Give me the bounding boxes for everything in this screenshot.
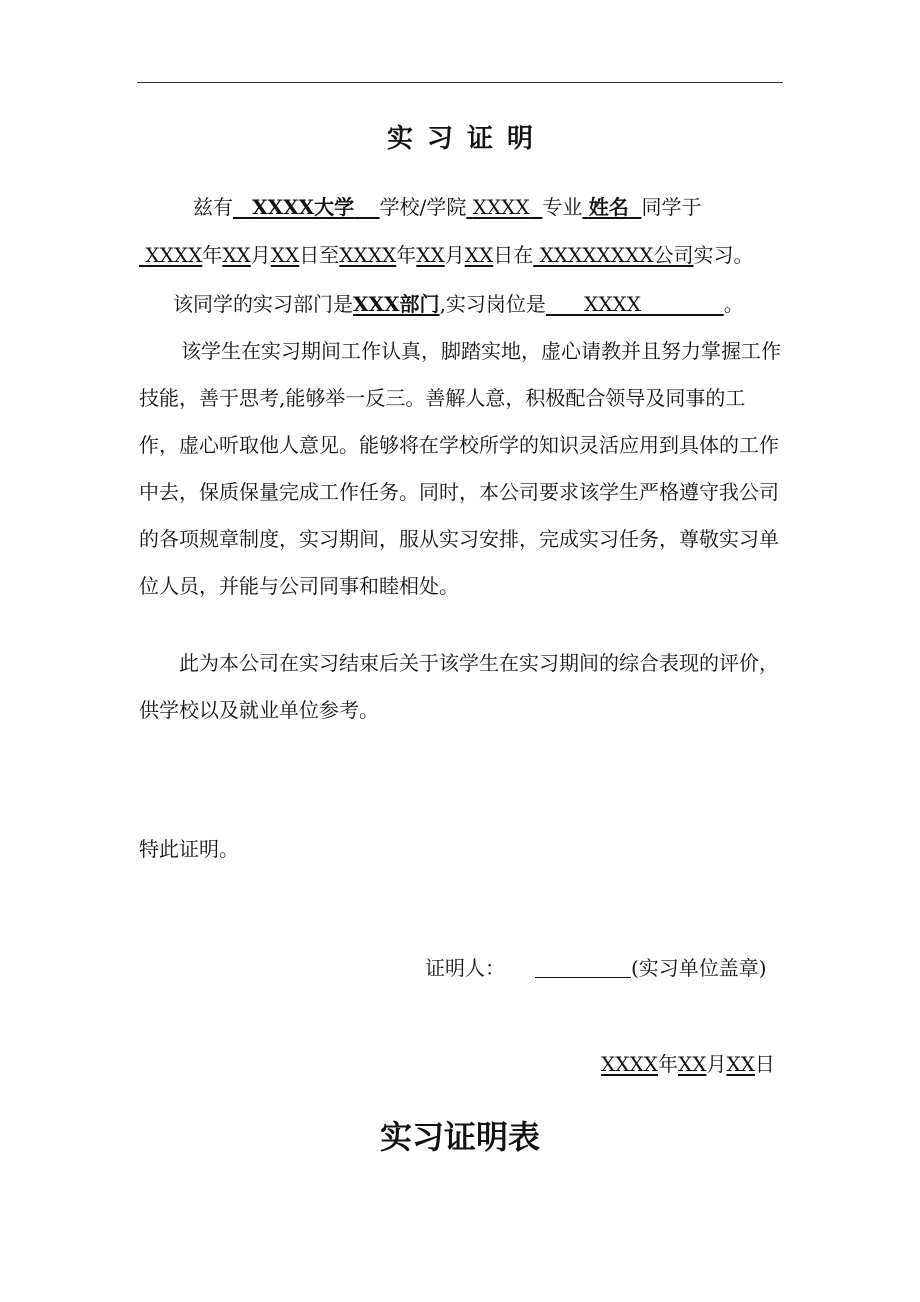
evaluation-paragraph: 该学生在实习期间工作认真，脚踏实地，虚心请教并且努力掌握工作技能，善于思考,能够举一反三。善解人意，积极配合领导及同事的工作，虚心听取他人意见。能够将在学校所学的知识灵活应用到具体的工作中去，保质保量完成工作任务。同时，本公司要求该学生严格遵守我公司的各项规章制度，实习期间，服从实习安排，完成实习任务，尊敬实习单位人员，并能与公司同事和睦相处。 xyxy=(139,339,781,598)
closing-text: 特此证明。 xyxy=(139,837,239,861)
name-suffix: 同学于 xyxy=(641,195,702,219)
school-suffix: 学校/学院 xyxy=(379,195,467,219)
certifier-label: 证明人： xyxy=(425,956,505,980)
date-month-field: XX xyxy=(677,1052,707,1076)
company-field: XXXXXXXX公司 xyxy=(539,243,694,267)
header-rule xyxy=(137,82,783,83)
intro-line-2: XXXX年XX月XX日至XXXX年XX月XX日在 XXXXXXXX公司实习。 xyxy=(139,241,753,269)
end-month-field: XX xyxy=(416,243,445,267)
date-year-field: XXXX xyxy=(601,1052,658,1076)
next-section-title: 实习证明表 xyxy=(379,1118,540,1156)
intro-line-1 xyxy=(193,193,701,221)
start-day-field: XX xyxy=(270,243,300,267)
department-line: 该同学的实习部门是XXX部门,实习岗位是 XXXX 。 xyxy=(173,292,744,316)
department-field: XXX部门 xyxy=(353,292,440,316)
school-field: XXXX大学 xyxy=(252,195,355,219)
start-month-field: XX xyxy=(222,243,251,267)
student-name-field: 姓名 xyxy=(588,195,629,219)
intro-prefix: 兹有 xyxy=(193,195,233,219)
date-day-field: XX xyxy=(726,1052,755,1076)
date-line: XXXX年XX月XX日 xyxy=(601,1052,775,1076)
start-year-field: XXXX xyxy=(145,243,203,267)
signature-line xyxy=(425,954,767,982)
signature-blank xyxy=(535,955,631,978)
major-suffix: 专业 xyxy=(542,195,583,219)
end-year-field: XXXX xyxy=(339,243,397,267)
position-field: XXXX xyxy=(584,292,642,316)
major-field: XXXX xyxy=(472,195,530,219)
page-title: 实习证明 xyxy=(386,124,547,154)
end-day-field: XX xyxy=(464,243,494,267)
stamp-note: (实习单位盖章) xyxy=(631,956,767,980)
summary-paragraph: 此为本公司在实习结束后关于该学生在实习期间的综合表现的评价，供学校以及就业单位参考。 xyxy=(139,651,779,722)
